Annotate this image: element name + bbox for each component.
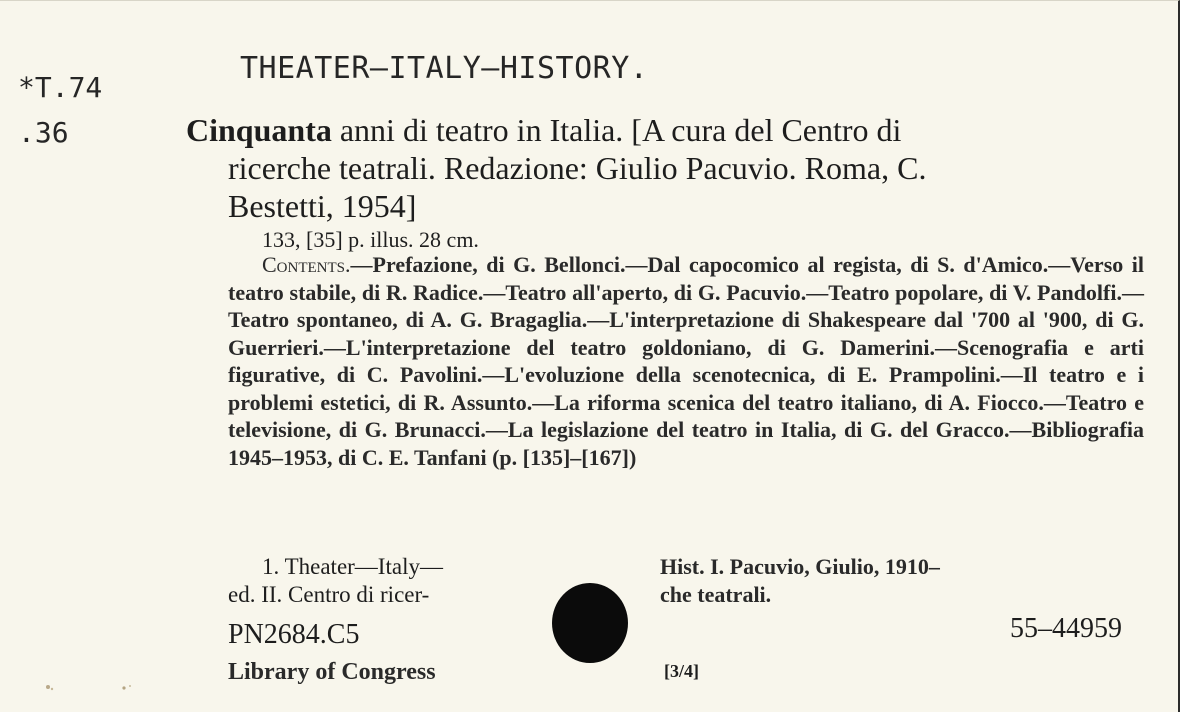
- call-number-line-1: *T.74: [18, 71, 103, 104]
- print-code: [3/4]: [664, 661, 699, 681]
- tracings-left: [228, 553, 443, 609]
- tracing-right-line-2: che teatrali.: [660, 582, 772, 607]
- tracing-right-line-1: Hist. I. Pacuvio, Giulio, 1910–: [660, 554, 940, 579]
- collation: 133, [35] p. illus. 28 cm.: [262, 227, 479, 252]
- card-punch-hole: [552, 583, 628, 663]
- call-number-line-2: .36: [18, 116, 69, 149]
- tracings-right: [660, 553, 940, 609]
- contents-note: [228, 251, 1144, 471]
- title-rest: anni di teatro in Italia.: [331, 112, 632, 148]
- contents-text: —Prefazione, di G. Bellonci.—Dal capocomico al regista, di S. d'Amico.—Verso il teatro stabile, di R. Radice.—Teatro all'aperto, di G. Pacuvio.—Teatro popolare, di V. Pandolfi.—Teatro spontaneo, di A. G. Bragaglia.—L'interpretazione di Shakespeare dal '700 al '900, di G. Guerrieri.—L'interpretazione del teatro goldoniano, di G. Damerini.—Scenografia e arti figurative, di C. Pavolini.—L'evoluzione della scenotecnica, di E. Prampolini.—Il teatro e i problemi estetici, di R. Assunto.—La riforma scenica del teatro italiano, di A. Fiocco.—Teatro e televisione, di G. Brunacci.—La legislazione del teatro in Italia, di G. del Gracco.—Bibliografia 1945–1953, di C. E. Tanfani (p. [135]–[167]): [228, 252, 1144, 470]
- tracing-left-line-2: ed. II. Centro di ricer-: [228, 582, 430, 607]
- title-line-3: Bestetti, 1954]: [228, 188, 417, 224]
- title-main-entry: Cinquanta: [186, 112, 332, 148]
- title-statement: [186, 111, 1146, 225]
- title-bracket: [A cura del Centro di: [631, 112, 902, 148]
- contents-label: Contents.: [262, 252, 351, 277]
- lc-class-number: PN2684.C5: [228, 619, 360, 650]
- lc-card-number: 55–44959: [1010, 613, 1122, 644]
- tracing-left-line-1: 1. Theater—Italy—: [262, 554, 443, 579]
- library-name: Library of Congress: [228, 659, 436, 685]
- paper-specks: [40, 681, 140, 695]
- subject-heading: THEATER—ITALY—HISTORY.: [240, 51, 649, 86]
- title-line-2: ricerche teatrali. Redazione: Giulio Pacuvio. Roma, C.: [228, 150, 927, 186]
